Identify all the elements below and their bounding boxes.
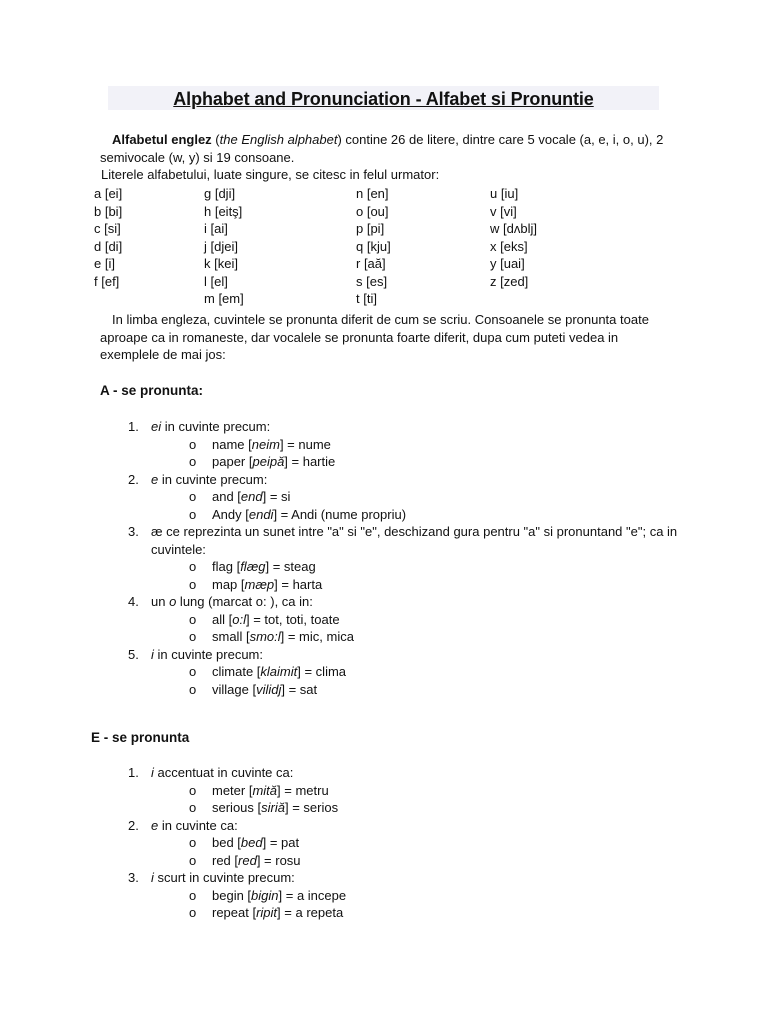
alphabet-column-3 [356,185,391,308]
bullet-icon: o [189,629,197,644]
section-a-heading: A - se pronunta: [100,383,203,398]
section-e-list [128,764,688,922]
alphabet-entry: o [ou] [356,203,389,219]
alphabet-entry: g [dji] [204,186,236,201]
alphabet-entry: d [di] [94,238,123,254]
bullet-icon: o [189,576,197,592]
intro-text: ) contine 26 de litere, dintre care 5 vocale (a, e, i, o, u), 2 semivocale (w, y) si 19 consoane. [100,132,664,165]
alphabet-entry: y [uai] [490,256,525,271]
bullet-icon: o [189,559,197,574]
sub-list-item: o Andy [endi] = Andi (nume propriu) [189,506,407,522]
alphabet-entry: j [djei] [204,238,238,254]
alphabet-entry: x [eks] [490,238,528,254]
intro-line2: Literele alfabetului, luate singure, se citesc in felul urmator: [101,167,440,182]
sub-list-item: o repeat [ripit] = a repeta [189,905,344,920]
list-item: 2. e in cuvinte precum: [128,471,268,487]
sub-list-item: o climate [klaimit] = clima [189,664,347,679]
alphabet-entry: w [dʌblj] [490,221,537,236]
bullet-icon: o [189,611,197,627]
intro-italic-term: the English alphabet [219,132,338,147]
alphabet-entry: n [en] [356,186,389,201]
alphabet-entry: q [kju] [356,238,391,254]
alphabet-entry: k [kei] [204,256,238,271]
alphabet-entry: s [es] [356,273,388,289]
list-item: 3. i scurt in cuvinte precum: [128,870,295,885]
list-item: 2. e in cuvinte ca: [128,817,238,833]
sub-list-item: o bed [bed] = pat [189,835,300,850]
alphabet-entry: v [vi] [490,203,517,219]
sub-list-item: o red [red] = rosu [189,852,301,868]
bullet-icon: o [189,887,197,903]
bullet-icon: o [189,489,197,504]
pronunciation-paragraph [100,311,680,364]
alphabet-entry: m [em] [204,291,244,306]
alphabet-entry: p [pi] [356,221,385,236]
intro-bold-lead: Alfabetul englez [112,132,212,147]
sub-list-item: o map [mæp] = harta [189,576,323,592]
alphabet-entry: c [si] [94,221,121,236]
sub-list-item: o begin [bigin] = a incepe [189,887,347,903]
bullet-icon: o [189,681,197,697]
alphabet-entry: i [ai] [204,221,228,236]
sub-list-item: o paper [peipă] = hartie [189,454,336,469]
sub-list-item: o name [neim] = nume [189,436,331,452]
sub-list-item: o and [end] = si [189,489,291,504]
list-item: 1. i accentuat in cuvinte ca: [128,765,294,780]
list-item: 1. ei in cuvinte precum: [128,419,271,434]
sub-list-item: o village [vilidj] = sat [189,681,318,697]
alphabet-entry: u [iu] [490,186,519,201]
sub-list-item: o flag [flæg] = steag [189,559,316,574]
alphabet-entry: t [ti] [356,291,377,306]
section-a-list [128,418,688,698]
bullet-icon: o [189,436,197,452]
alphabet-entry: h [eitş] [204,203,243,219]
bullet-icon: o [189,835,197,850]
alphabet-entry: l [el] [204,273,228,289]
bullet-icon: o [189,852,197,868]
alphabet-entry: f [ef] [94,273,120,289]
bullet-icon: o [189,782,197,798]
sub-list-item: o all [o:l] = tot, toti, toate [189,611,340,627]
list-item: 3. æ ce reprezinta un sunet intre "a" si "e", deschizand gura pentru "a" si pronuntand "e"; ca in cuvintele: [128,524,678,557]
alphabet-entry: b [bi] [94,203,123,219]
section-e-heading: E - se pronunta [91,730,190,745]
alphabet-column-4 [490,185,537,290]
alphabet-entry: a [ei] [94,186,123,201]
bullet-icon: o [189,905,197,920]
alphabet-column-2 [204,185,244,308]
sub-list-item: o serious [siriă] = serios [189,800,339,815]
pronunciation-paragraph-text: In limba engleza, cuvintele se pronunta diferit de cum se scriu. Consoanele se pronunta toate aproape ca in romaneste, dar vocalele se pronunta foarte diferit, dupa cum puteti vedea in exemplele de mai jos: [100,312,649,362]
bullet-icon: o [189,664,197,679]
document-title: Alphabet and Pronunciation - Alfabet si Pronuntie [173,89,594,109]
sub-list-item: o meter [mită] = metru [189,782,329,798]
alphabet-entry: z [zed] [490,273,529,289]
sub-list-item: o small [smo:l] = mic, mica [189,629,354,644]
list-item: 4. un o lung (marcat o: ), ca in: [128,594,313,609]
list-item: 5. i in cuvinte precum: [128,646,263,662]
bullet-icon: o [189,454,197,469]
alphabet-entry: e [i] [94,256,115,271]
bullet-icon: o [189,506,197,522]
bullet-icon: o [189,800,197,815]
alphabet-column-1 [94,185,122,290]
document-title-bar [108,86,659,110]
alphabet-entry: r [aă] [356,256,386,271]
intro-paragraph: Alfabetul englez (the English alphabet) contine 26 de litere, dintre care 5 vocale (a, e, i, o, u), 2 semivocale (w, y) si 19 consoane. Literele alfabetului, luate singure, se citesc in felul urmator: [100,131,690,184]
